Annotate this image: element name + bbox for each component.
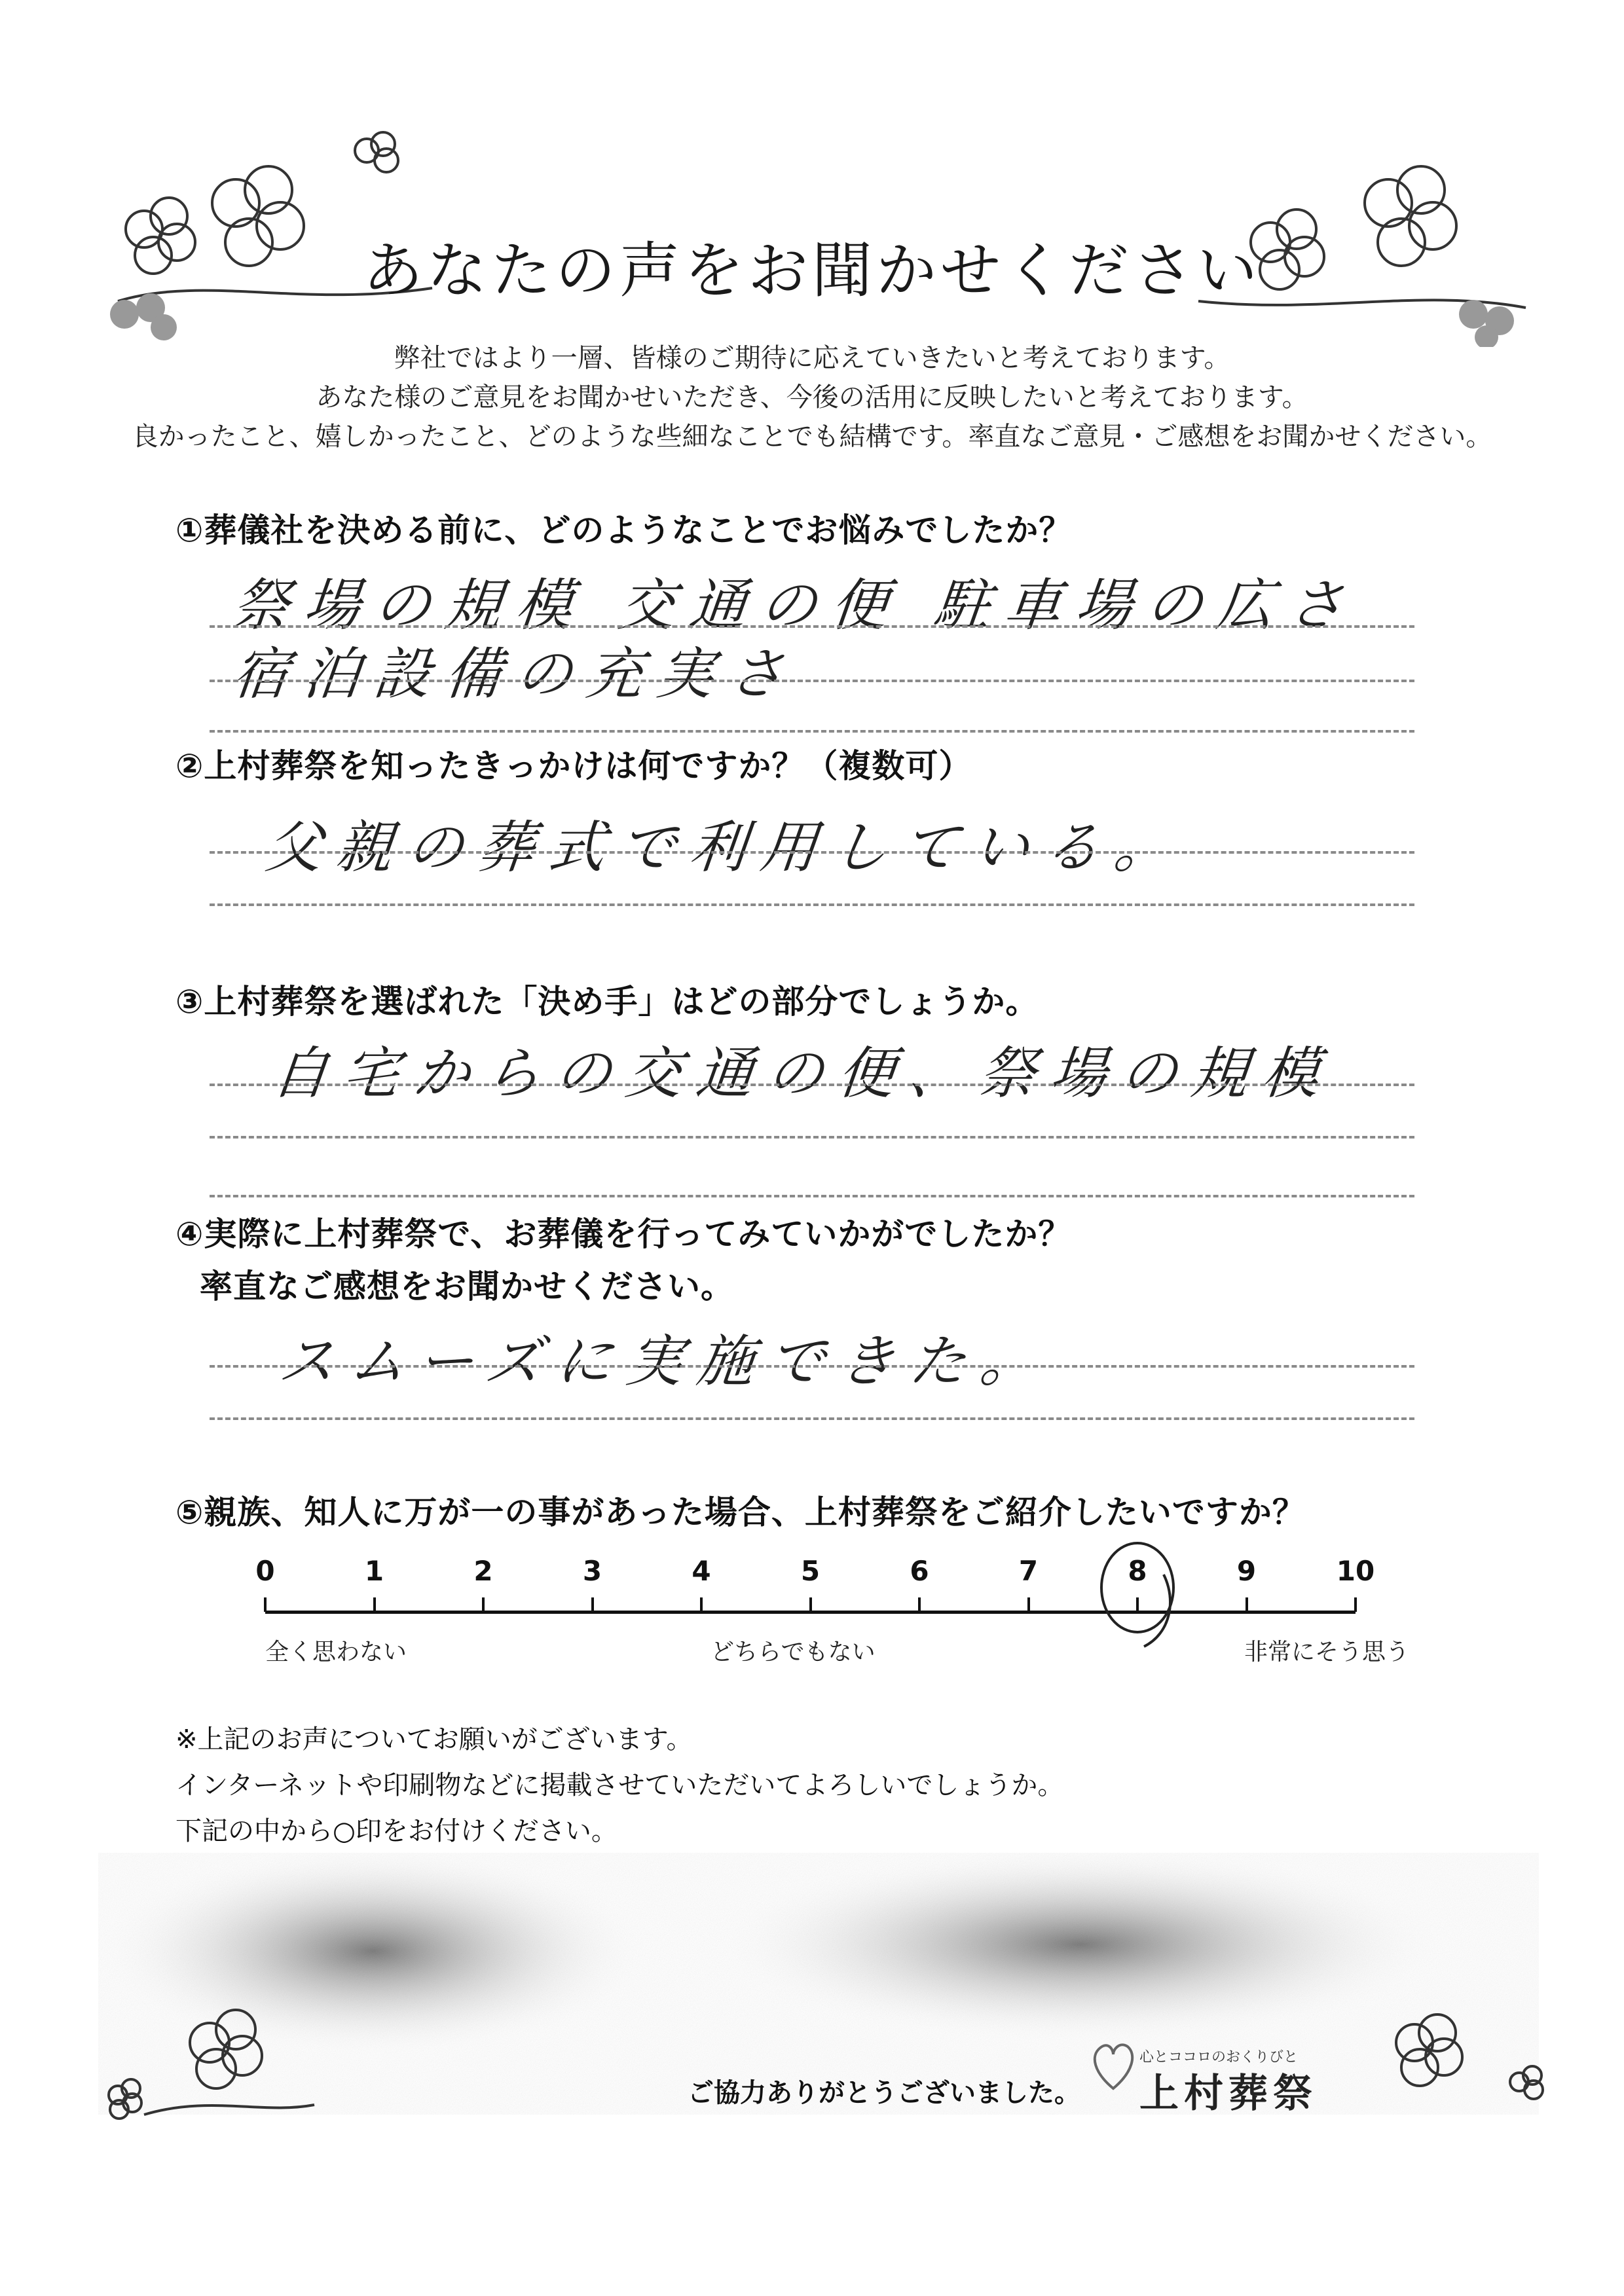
scale-number: 8 [1128,1555,1147,1587]
scale-number: 10 [1336,1555,1375,1587]
question-1-answer-line-2: 宿泊設備の充実さ [229,642,802,707]
scale-tick [700,1597,703,1612]
answer-rule [210,1136,1414,1139]
heart-logo-icon [1087,2036,1139,2095]
scale-number: 4 [692,1555,711,1587]
answer-rule [210,625,1414,628]
question-4-label-line-1: ④実際に上村葬祭で、お葬儀を行ってみていかがでしたか？ [175,1215,1072,1253]
scale-number: 3 [582,1555,602,1587]
answer-rule [210,680,1414,682]
scale-tick [1246,1597,1248,1612]
question-1-label: ①葬儀社を決める前に、どのようなことでお悩みでしたか？ [175,511,1073,549]
scale-number: 6 [910,1555,929,1587]
answer-rule [210,1084,1414,1086]
scale-number: 1 [364,1555,384,1587]
answer-rule [210,1365,1414,1368]
closing-message: ご協力ありがとうございました。 [688,2078,1080,2108]
page-title: あなたの声をお聞かせください [362,236,1261,306]
answer-rule [210,1417,1414,1420]
scale-number: 7 [1018,1555,1039,1587]
scale-tick [482,1597,485,1612]
scale-tick [918,1597,921,1612]
scale-tick [373,1597,376,1612]
question-3-answer-line-1: 自宅からの交通の便、祭場の規模 [268,1041,1337,1106]
clover-illustration-bottom-left [79,1964,327,2134]
scale-number: 9 [1236,1555,1257,1587]
scale-number: 5 [800,1555,821,1587]
scale-number: 2 [473,1555,493,1587]
logo-tagline: 心とココロのおくりびと [1139,2049,1299,2066]
note-line-2: インターネットや印刷物などに掲載させていただいてよろしいでしょうか。 [175,1770,1064,1800]
question-2-label: ②上村葬祭を知ったきっかけは何ですか？（複数可） [175,747,972,785]
logo-name: 上村葬祭 [1139,2071,1318,2117]
scale-label-right: 非常にそう思う [1244,1639,1410,1666]
selected-rating-circle [1092,1535,1183,1650]
question-5-label: ⑤親族、知人に万が一の事があった場合、上村葬祭をご紹介したいですか？ [175,1493,1306,1531]
intro-line-3: 良かったこと、嬉しかったこと、どのような些細なことでも結構です。率直なご意見・ご感想をお聞かせください。 [132,422,1492,452]
scale-label-left: 全く思わない [265,1639,407,1666]
intro-line-1: 弊社ではより一層、皆様のご期待に応えていきたいと考えております。 [394,343,1230,373]
answer-rule [210,851,1414,854]
scale-tick [809,1597,812,1612]
scale-tick [264,1597,267,1612]
answer-rule [210,1195,1414,1197]
note-line-1: ※上記のお声についてお願いがございます。 [175,1724,693,1755]
question-1-answer-line-1: 祭場の規模 交通の便 駐車場の広さ [229,573,1362,638]
scale-number: 0 [255,1555,275,1587]
scale-tick [591,1597,594,1612]
scale-tick [1354,1597,1357,1612]
question-4-label-line-2: 率直なご感想をお聞かせください。 [200,1267,734,1305]
question-2-answer-line-1: 父親の葬式で利用している。 [262,815,1189,881]
answer-rule [210,903,1414,906]
question-3-label: ③上村葬祭を選ばれた「決め手」はどの部分でしょうか。 [175,983,1039,1021]
clover-illustration-bottom-right [1349,1990,1559,2121]
intro-line-2: あなた様のご意見をお聞かせいただき、今後の活用に反映したいと考えております。 [316,382,1308,412]
question-4-answer-line-1: スムーズに実施できた。 [275,1329,1055,1394]
answer-rule [210,730,1414,733]
scale-tick [1027,1597,1030,1612]
scale-label-middle: どちらでもない [710,1639,876,1666]
note-line-3: 下記の中から○印をお付けください。 [175,1816,618,1846]
